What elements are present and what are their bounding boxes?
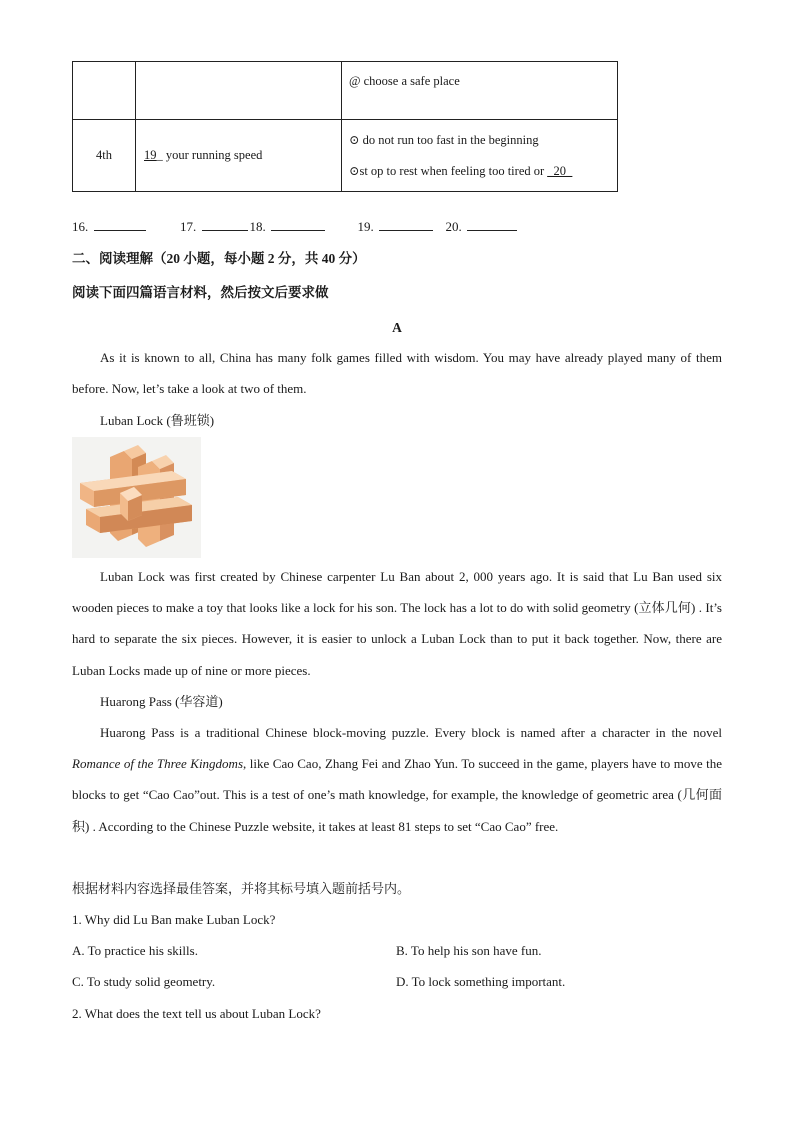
answer-label: 19. [357, 219, 374, 234]
blank-19: 19 [144, 148, 157, 162]
novel-title: Romance of the Three Kingdoms [72, 756, 244, 772]
huarong-paragraph [72, 717, 722, 842]
answer-blank [467, 218, 517, 231]
luban-lock-image [72, 437, 201, 558]
passage-letter: A [392, 320, 402, 335]
table-row [73, 62, 618, 120]
answer-label: 18. [249, 219, 266, 234]
blank-20: _20_ [547, 163, 573, 178]
huarong-text: , like Cao Cao, Zhang Fei and Zhao Yun. To succeed in the game, players have to move the blocks to get “Cao Cao”out. This is a test of one’s math knowledge, for example, the knowledge of geometric area (几何面积) . According to the Chinese Puzzle website, it takes at least 81 steps to set “Cao Cao” free. [72, 756, 722, 834]
table-cell [342, 120, 618, 192]
table-cell [73, 62, 136, 120]
section-title: 二、阅读理解（20 小题，每小题 2 分，共 40 分） [72, 251, 366, 266]
answer-label: 17. [180, 219, 197, 234]
option-b[interactable]: B. To help his son have fun. [396, 943, 542, 958]
running-tips-table [72, 61, 618, 192]
answer-label: 16. [72, 219, 89, 234]
table-cell [136, 120, 342, 192]
answer-label: 20. [445, 219, 462, 234]
option-c[interactable]: C. To study solid geometry. [72, 974, 216, 989]
tip-line: ⊙ do not run too fast in the beginning [349, 132, 539, 147]
huarong-title: Huarong Pass (华容道) [100, 694, 223, 709]
answer-blank [271, 218, 325, 231]
cell-text: _ your running speed [156, 148, 263, 162]
question-instruction: 根据材料内容选择最佳答案，并将其标号填入题前括号内。 [72, 881, 411, 896]
table-row [73, 120, 618, 192]
table-cell [136, 62, 342, 120]
luban-title: Luban Lock (鲁班锁) [100, 413, 215, 428]
tip-text: ⊙st op to rest when feeling too tired or [349, 163, 548, 178]
option-a[interactable]: A. To practice his skills. [72, 943, 198, 958]
answer-blank [379, 218, 433, 231]
table-cell: 4th [73, 120, 136, 192]
intro-paragraph: As it is known to all, China has many folk games filled with wisdom. You may have already played many of them before. Now, let’s take a look at two of them. [72, 350, 722, 397]
section-instruction: 阅读下面四篇语言材料，然后按文后要求做 [72, 285, 329, 300]
answer-blanks-row [72, 211, 519, 242]
tip-line [349, 156, 616, 187]
question-1: 1. Why did Lu Ban make Luban Lock? [72, 912, 276, 927]
huarong-text: Huarong Pass is a traditional Chinese block-moving puzzle. Every block is named after a character in the novel [100, 725, 722, 740]
luban-paragraph: Luban Lock was first created by Chinese carpenter Lu Ban about 2, 000 years ago. It is said that Lu Ban used six wooden pieces to make a toy that looks like a lock for his son. The lock has a lot to do with solid geometry (立体几何) . It’s hard to separate the six pieces. However, it is easier to unlock a Luban Lock than to put it back together. Now, there are Luban Locks made up of nine or more pieces. [72, 569, 722, 678]
table-cell: @ choose a safe place [342, 62, 618, 120]
question-2: 2. What does the text tell us about Luban Lock? [72, 1006, 321, 1021]
answer-blank [94, 218, 146, 231]
option-d[interactable]: D. To lock something important. [396, 974, 566, 989]
answer-blank [202, 218, 248, 231]
